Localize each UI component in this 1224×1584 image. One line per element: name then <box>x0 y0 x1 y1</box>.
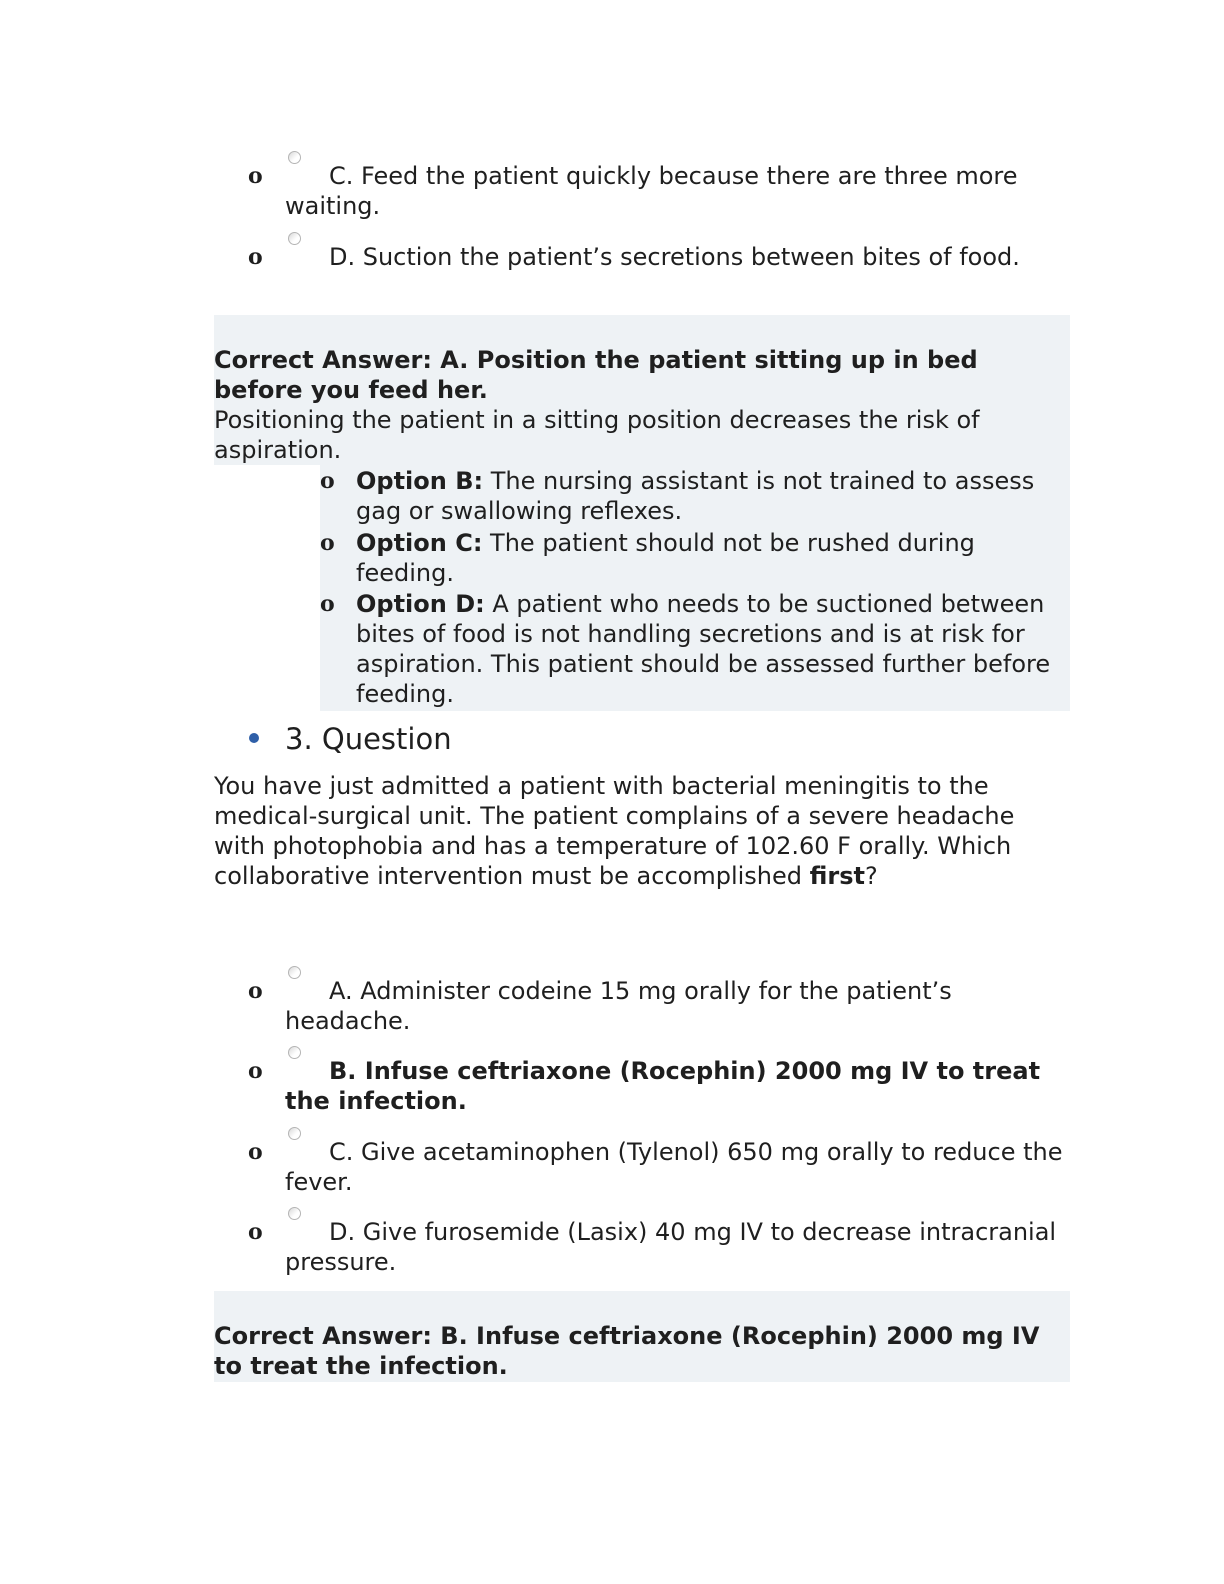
question-text <box>214 771 1064 891</box>
rationale-body: A patient who needs to be suctioned between bites of food is not handling secretions and is at risk for aspiration. This patient should be assessed further before feeding. <box>356 590 1051 708</box>
question-text-part: You have just admitted a patient with bacterial meningitis to the medical-surgical unit. The patient complains of a severe headache with photophobia and has a temperature of 102.60 F orally. Which collaborative intervention must be accomplished <box>214 772 1015 890</box>
correct-answer-heading: Correct Answer: A. Position the patient sitting up in bed before you feed her. <box>214 346 978 404</box>
option-label: A. Administer codeine 15 mg orally for the patient’s headache. <box>285 977 952 1035</box>
list-bullet: o <box>248 244 263 270</box>
rationale-label: Option C: <box>356 529 483 557</box>
option-label: B. Infuse ceftriaxone (Rocephin) 2000 mg IV to treat the infection. <box>285 1057 1041 1115</box>
list-bullet: o <box>320 591 335 617</box>
option-label: C. Feed the patient quickly because there are three more waiting. <box>285 162 1018 220</box>
list-bullet: o <box>320 468 335 494</box>
rationale-label: Option B: <box>356 467 484 495</box>
option-label: C. Give acetaminophen (Tylenol) 650 mg orally to reduce the fever. <box>285 1138 1063 1196</box>
question-emphasis: first <box>809 862 866 890</box>
list-bullet: o <box>248 978 263 1004</box>
rationale-text <box>356 589 1068 709</box>
list-bullet: o <box>248 1219 263 1245</box>
list-bullet: o <box>320 530 335 556</box>
list-bullet: o <box>248 1139 263 1165</box>
rationale-text <box>356 466 1068 526</box>
question-heading: 3. Question <box>285 722 452 756</box>
answer-explanation: Positioning the patient in a sitting position decreases the risk of aspiration. <box>214 406 980 464</box>
rationale-text <box>356 528 1068 588</box>
question-text-part: ? <box>865 862 878 890</box>
option-label: D. Give furosemide (Lasix) 40 mg IV to decrease intracranial pressure. <box>285 1218 1057 1276</box>
rationale-label: Option D: <box>356 590 485 618</box>
correct-answer-heading: Correct Answer: B. Infuse ceftriaxone (Rocephin) 2000 mg IV to treat the infection. <box>214 1322 1040 1380</box>
list-bullet: o <box>248 163 263 189</box>
list-bullet: o <box>248 1058 263 1084</box>
rationale-body: The nursing assistant is not trained to assess gag or swallowing reflexes. <box>356 467 1035 525</box>
rationale-body: The patient should not be rushed during feeding. <box>356 529 975 587</box>
option-label: D. Suction the patient’s secretions between bites of food. <box>329 243 1020 271</box>
question-bullet-icon <box>249 733 259 743</box>
